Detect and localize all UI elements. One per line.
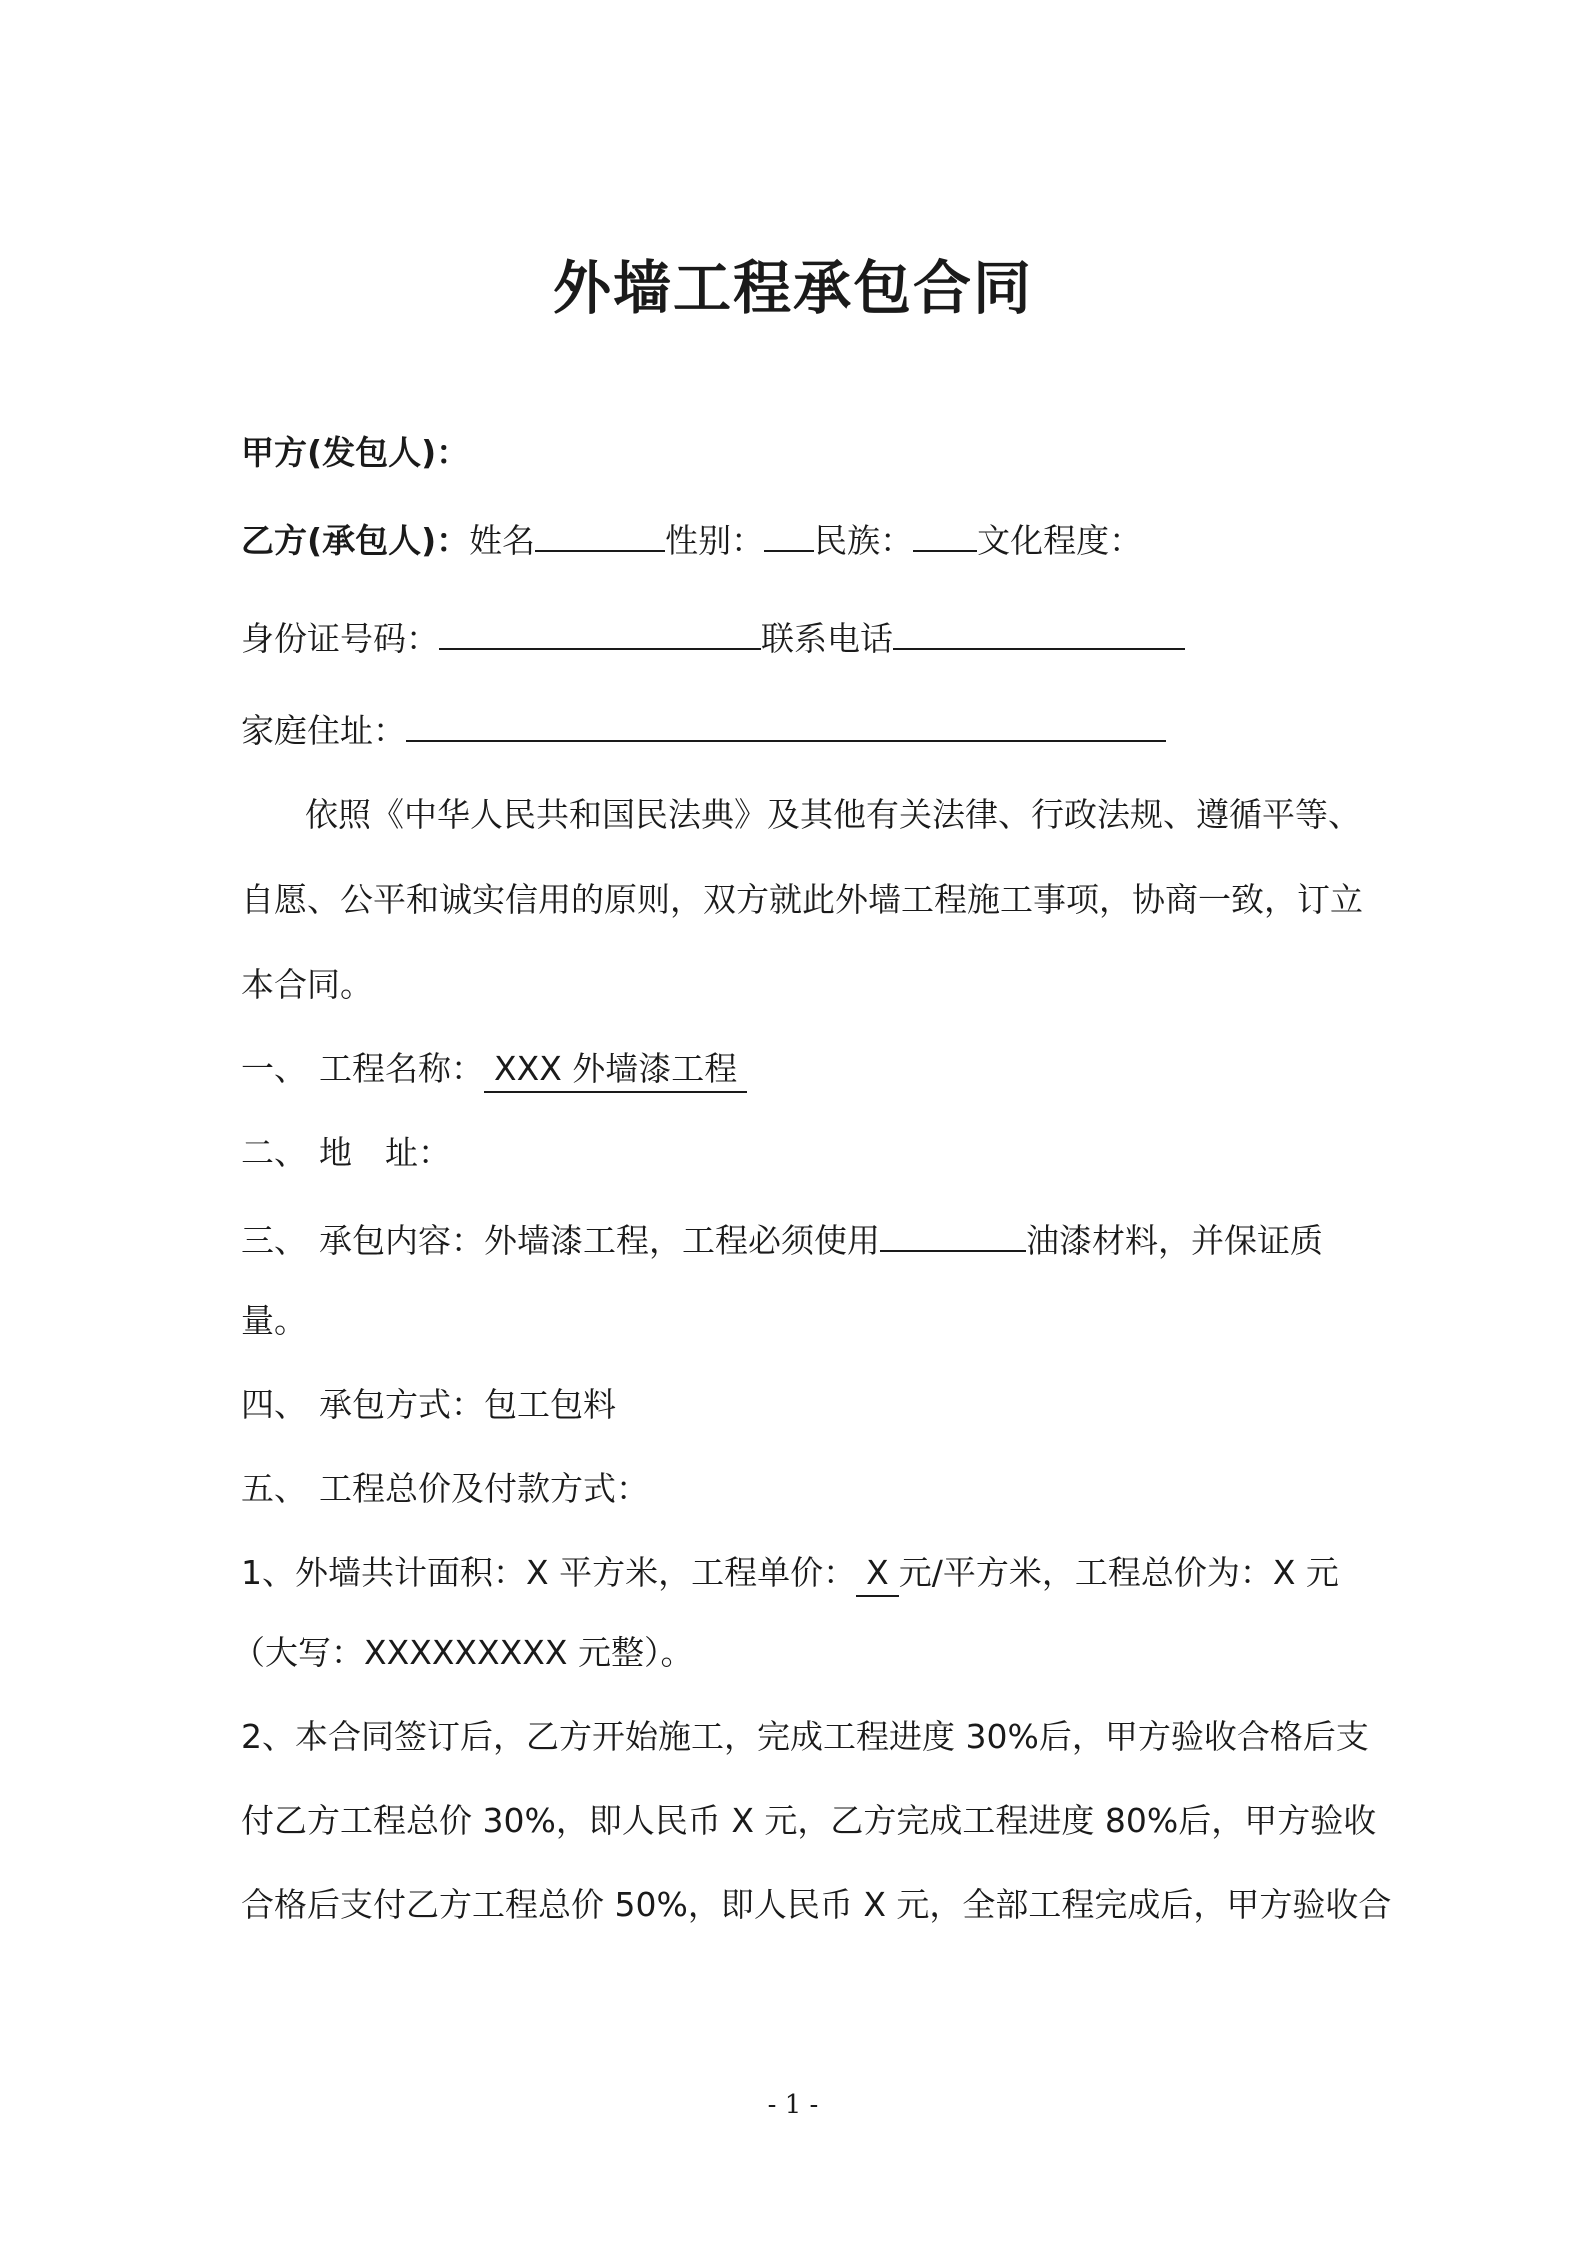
clause-2-number: 二、	[241, 1133, 307, 1172]
preamble-line-1: 依照《中华人民共和国民法典》及其他有关法律、行政法规、遵循平等、	[305, 795, 1361, 834]
phone-label: 联系电话	[761, 619, 893, 658]
address-label: 家庭住址：	[241, 711, 406, 750]
clause-3-continuation: 量。	[241, 1301, 307, 1340]
name-blank	[535, 512, 665, 552]
clause-2-label: 地 址：	[319, 1133, 451, 1172]
address-blank	[406, 702, 1166, 742]
unit-price-value: X	[856, 1551, 899, 1597]
party-b-line	[241, 512, 1142, 566]
name-label: 姓名	[469, 521, 536, 560]
payment-item-1-continuation: （大写：XXXXXXXXX 元整）。	[232, 1633, 694, 1672]
page-title: 外墙工程承包合同	[552, 254, 1033, 322]
party-a-line	[241, 428, 469, 478]
project-name-value: XXX 外墙漆工程	[484, 1047, 747, 1093]
clause-4	[241, 1380, 616, 1430]
clause-4-number: 四、	[241, 1385, 307, 1424]
clause-3-text-before: 承包内容：外墙漆工程，工程必须使用	[319, 1221, 880, 1260]
clause-1	[241, 1044, 747, 1094]
ethnicity-label: 民族：	[814, 521, 914, 560]
paint-brand-blank	[880, 1212, 1026, 1252]
clause-1-number: 一、	[241, 1049, 307, 1088]
page-number: - 1 -	[767, 2090, 819, 2120]
clause-5	[241, 1464, 649, 1514]
payment-item-2-line-1: 2、本合同签订后，乙方开始施工，完成工程进度 30%后，甲方验收合格后支	[241, 1717, 1369, 1756]
clause-3-text-after: 油漆材料，并保证质	[1026, 1221, 1323, 1260]
payment-item-1	[241, 1548, 1339, 1598]
party-b-label: 乙方(承包人)：	[241, 521, 470, 560]
payment-1-text-before: 1、外墙共计面积：X 平方米，工程单价：	[241, 1553, 857, 1592]
preamble-line-2: 自愿、公平和诚实信用的原则，双方就此外墙工程施工事项，协商一致，订立	[241, 880, 1363, 919]
payment-item-2-line-3: 合格后支付乙方工程总价 50%，即人民币 X 元，全部工程完成后，甲方验收合	[241, 1885, 1392, 1924]
education-label: 文化程度：	[977, 521, 1143, 560]
clause-4-label: 承包方式：包工包料	[319, 1385, 616, 1424]
gender-blank	[764, 512, 814, 552]
clause-3-number: 三、	[241, 1221, 307, 1260]
clause-3	[241, 1212, 1323, 1266]
ethnicity-blank	[913, 512, 977, 552]
id-phone-line	[241, 610, 1185, 664]
address-line	[241, 702, 1166, 756]
phone-blank	[893, 610, 1185, 650]
payment-item-2-line-2: 付乙方工程总价 30%，即人民币 X 元，乙方完成工程进度 80%后，甲方验收	[241, 1801, 1377, 1840]
clause-5-number: 五、	[241, 1469, 307, 1508]
clause-5-label: 工程总价及付款方式：	[319, 1469, 649, 1508]
preamble-line-3: 本合同。	[241, 965, 373, 1004]
id-number-blank	[439, 610, 761, 650]
id-number-label: 身份证号码：	[241, 619, 439, 658]
payment-1-text-after: 元/平方米，工程总价为：X 元	[898, 1553, 1339, 1592]
clause-2	[241, 1128, 451, 1178]
party-a-label: 甲方(发包人)：	[241, 433, 470, 472]
gender-label: 性别：	[665, 521, 765, 560]
clause-1-label: 工程名称：	[319, 1049, 484, 1088]
